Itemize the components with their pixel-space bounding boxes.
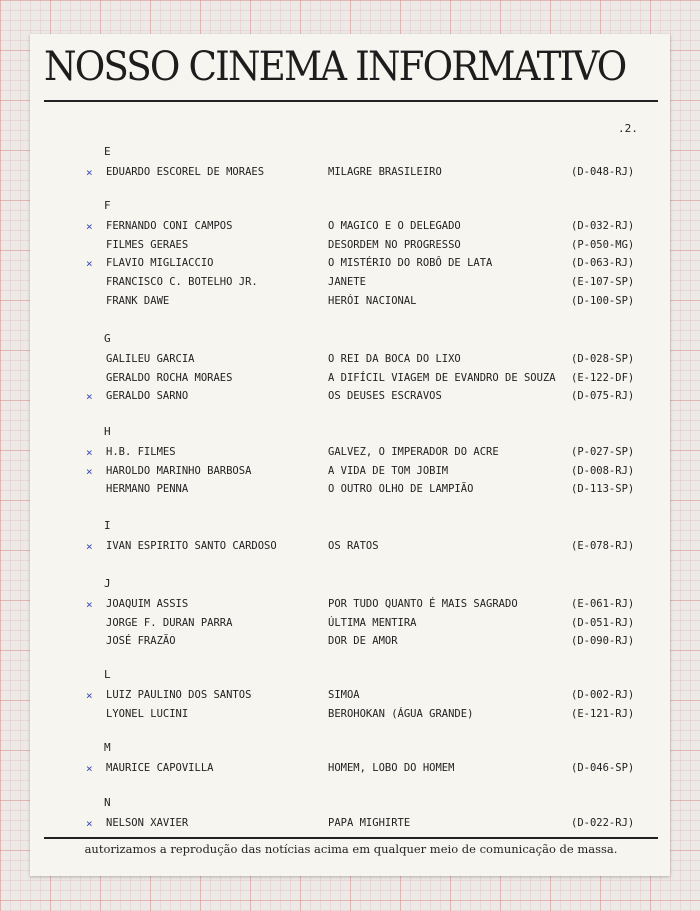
list-item bbox=[30, 708, 670, 722]
list-item bbox=[30, 295, 670, 309]
page-title: NOSSO CINEMA INFORMATIVO bbox=[44, 44, 626, 90]
film-title: O OUTRO OLHO DE LAMPIÃO bbox=[328, 483, 474, 496]
catalog-code: (D-028-SP) bbox=[571, 353, 635, 365]
director-name: IVAN ESPIRITO SANTO CARDOSO bbox=[106, 540, 277, 552]
film-title: OS DEUSES ESCRAVOS bbox=[328, 390, 442, 403]
catalog-code: (P-050-MG) bbox=[571, 238, 635, 251]
list-item bbox=[30, 483, 670, 497]
top-rule bbox=[44, 100, 658, 102]
check-mark-icon: × bbox=[86, 390, 93, 404]
list-item bbox=[30, 166, 670, 180]
director-name: FRANCISCO C. BOTELHO JR. bbox=[106, 276, 258, 289]
bottom-rule bbox=[44, 837, 658, 839]
director-name: GERALDO SARNO bbox=[106, 390, 189, 403]
film-title: SIMOA bbox=[328, 689, 360, 701]
list-item bbox=[30, 635, 670, 649]
catalog-code: (E-078-RJ) bbox=[571, 540, 635, 552]
list-item bbox=[30, 446, 670, 460]
section-letter: G bbox=[104, 332, 111, 345]
film-title: A DIFÍCIL VIAGEM DE EVANDRO DE SOUZA bbox=[328, 371, 556, 384]
catalog-code: (D-090-RJ) bbox=[571, 635, 635, 648]
list-item bbox=[30, 372, 670, 386]
list-item bbox=[30, 817, 670, 831]
list-item bbox=[30, 276, 670, 290]
director-name: FILMES GERAES bbox=[106, 238, 189, 251]
catalog-code: (E-107-SP) bbox=[571, 276, 635, 289]
director-name: H.B. FILMES bbox=[106, 446, 176, 458]
section-letter: J bbox=[104, 577, 111, 590]
director-name: EDUARDO ESCOREL DE MORAES bbox=[106, 166, 265, 178]
director-name: JOAQUIM ASSIS bbox=[106, 598, 189, 610]
list-item bbox=[30, 239, 670, 253]
catalog-code: (D-008-RJ) bbox=[571, 464, 635, 477]
list-item bbox=[30, 465, 670, 479]
list-item bbox=[30, 617, 670, 631]
section-letter: M bbox=[104, 741, 111, 754]
footer-note: autorizamos a reprodução das notícias acima em qualquer meio de comunicação de massa. bbox=[84, 842, 618, 856]
director-name: FRANK DAWE bbox=[106, 294, 170, 307]
section-letter: E bbox=[104, 145, 111, 158]
catalog-code: (E-122-DF) bbox=[571, 371, 635, 384]
list-item bbox=[30, 257, 670, 271]
director-name: GERALDO ROCHA MORAES bbox=[106, 371, 233, 384]
film-title: O MISTÉRIO DO ROBÔ DE LATA bbox=[328, 257, 493, 270]
section-letter: I bbox=[104, 519, 111, 532]
catalog-code: (D-100-SP) bbox=[571, 294, 635, 307]
director-name: FERNANDO CONI CAMPOS bbox=[106, 220, 233, 232]
list-item bbox=[30, 540, 670, 554]
section-letter: F bbox=[104, 199, 111, 212]
list-item bbox=[30, 390, 670, 404]
film-title: POR TUDO QUANTO É MAIS SAGRADO bbox=[328, 598, 518, 610]
film-title: DOR DE AMOR bbox=[328, 635, 398, 648]
catalog-code: (D-032-RJ) bbox=[571, 220, 635, 232]
check-mark-icon: × bbox=[86, 540, 93, 553]
check-mark-icon: × bbox=[86, 689, 93, 702]
check-mark-icon: × bbox=[86, 166, 93, 179]
catalog-code: (D-113-SP) bbox=[571, 483, 635, 496]
section-letter: N bbox=[104, 796, 111, 809]
film-title: OS RATOS bbox=[328, 540, 379, 552]
director-name: HERMANO PENNA bbox=[106, 483, 189, 496]
catalog-code: (P-027-SP) bbox=[571, 446, 635, 458]
list-item bbox=[30, 353, 670, 367]
film-title: HERÓI NACIONAL bbox=[328, 294, 417, 307]
director-name: JORGE F. DURAN PARRA bbox=[106, 616, 233, 629]
director-name: MAURICE CAPOVILLA bbox=[106, 762, 214, 774]
film-title: BEROHOKAN (ÁGUA GRANDE) bbox=[328, 707, 474, 720]
film-title: PAPA MIGHIRTE bbox=[328, 817, 411, 829]
catalog-code: (D-063-RJ) bbox=[571, 257, 635, 270]
director-name: JOSÉ FRAZÃO bbox=[106, 635, 176, 648]
catalog-code: (D-075-RJ) bbox=[571, 390, 635, 403]
film-title: O MAGICO E O DELEGADO bbox=[328, 220, 461, 232]
section-letter: L bbox=[104, 668, 111, 681]
list-item bbox=[30, 689, 670, 703]
director-name: FLAVIO MIGLIACCIO bbox=[106, 257, 214, 270]
catalog-code: (D-022-RJ) bbox=[571, 817, 635, 829]
section-letter: H bbox=[104, 425, 111, 438]
director-name: HAROLDO MARINHO BARBOSA bbox=[106, 464, 252, 477]
list-item bbox=[30, 762, 670, 776]
list-item bbox=[30, 220, 670, 234]
catalog-code: (E-121-RJ) bbox=[571, 707, 635, 720]
check-mark-icon: × bbox=[86, 446, 93, 459]
film-title: ÚLTIMA MENTIRA bbox=[328, 616, 417, 629]
film-title: GALVEZ, O IMPERADOR DO ACRE bbox=[328, 446, 499, 458]
film-title: MILAGRE BRASILEIRO bbox=[328, 166, 442, 178]
catalog-code: (D-051-RJ) bbox=[571, 616, 635, 629]
catalog-code: (D-048-RJ) bbox=[571, 166, 635, 178]
director-name: GALILEU GARCIA bbox=[106, 353, 195, 365]
director-name: NELSON XAVIER bbox=[106, 817, 189, 829]
film-title: A VIDA DE TOM JOBIM bbox=[328, 464, 449, 477]
check-mark-icon: × bbox=[86, 762, 93, 775]
film-title: JANETE bbox=[328, 276, 366, 289]
check-mark-icon: × bbox=[86, 817, 93, 830]
document-sheet bbox=[30, 34, 670, 876]
list-item bbox=[30, 598, 670, 612]
check-mark-icon: × bbox=[86, 598, 93, 611]
film-title: DESORDEM NO PROGRESSO bbox=[328, 238, 461, 251]
check-mark-icon: × bbox=[86, 220, 93, 233]
director-name: LYONEL LUCINI bbox=[106, 707, 189, 720]
catalog-code: (E-061-RJ) bbox=[571, 598, 635, 610]
film-title: O REI DA BOCA DO LIXO bbox=[328, 353, 461, 365]
check-mark-icon: × bbox=[86, 257, 93, 271]
check-mark-icon: × bbox=[86, 464, 93, 478]
page-number: .2. bbox=[618, 122, 638, 135]
catalog-code: (D-046-SP) bbox=[571, 762, 635, 774]
catalog-code: (D-002-RJ) bbox=[571, 689, 635, 701]
director-name: LUIZ PAULINO DOS SANTOS bbox=[106, 689, 252, 701]
film-title: HOMEM, LOBO DO HOMEM bbox=[328, 762, 455, 774]
